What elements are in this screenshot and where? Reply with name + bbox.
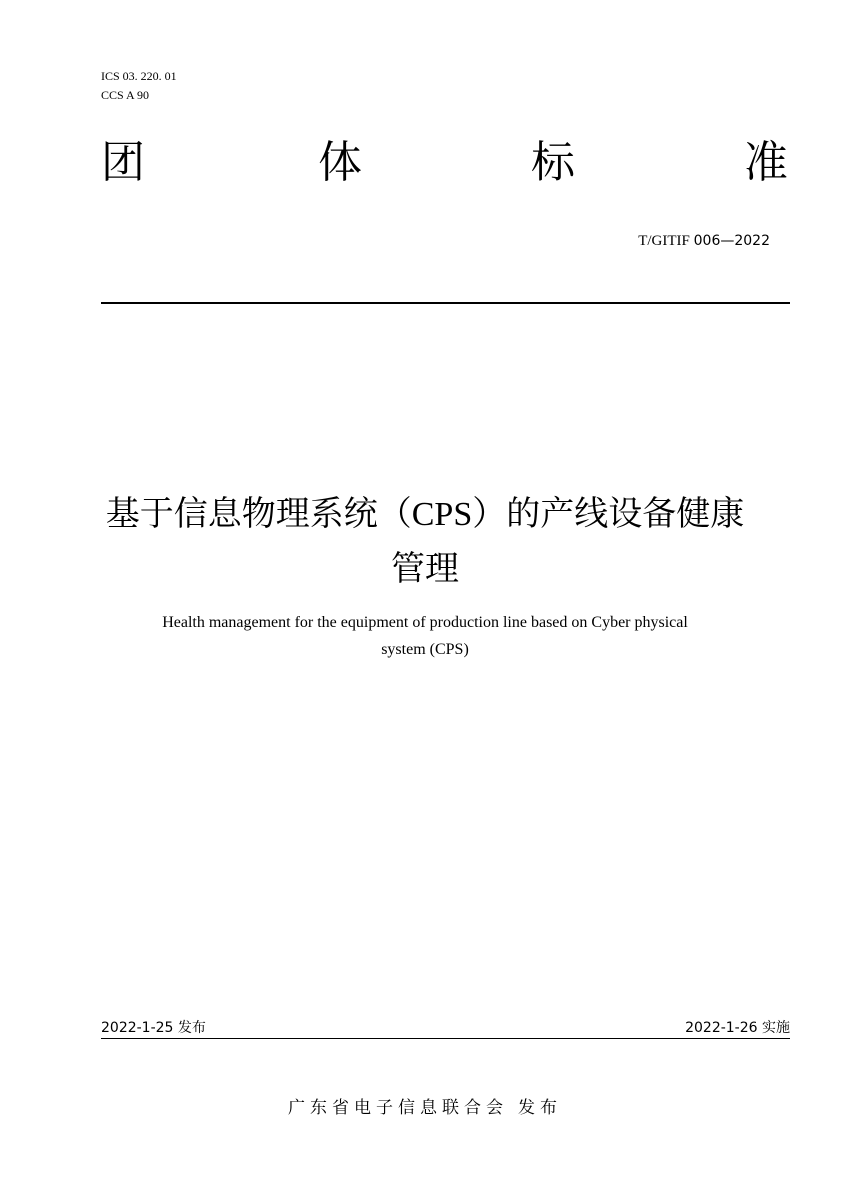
english-title-line-1: Health management for the equipment of production line based on Cyber physical	[162, 614, 688, 631]
implement-date: 2022-1-26 实施	[685, 1020, 790, 1036]
standard-type-char-2: 体	[318, 137, 362, 188]
english-title	[0, 609, 850, 663]
chinese-title	[0, 487, 850, 596]
chinese-title-line-2: 管理	[391, 549, 459, 589]
chinese-title-part-2: ）的产线设备健康	[472, 494, 745, 534]
ics-code: ICS 03. 220. 01	[101, 69, 177, 83]
chinese-title-cps: CPS	[411, 496, 473, 533]
standard-type-char-4: 准	[744, 137, 788, 188]
standard-number-value: 006—2022	[693, 233, 770, 249]
chinese-title-part-1: 基于信息物理系统（	[105, 494, 412, 534]
standard-number	[638, 230, 770, 252]
standard-type-char-1: 团	[101, 137, 145, 188]
standard-number-prefix: T/GITIF	[638, 233, 694, 249]
english-title-line-2: system (CPS)	[381, 641, 469, 658]
ccs-code: CCS A 90	[101, 88, 150, 102]
header-divider	[101, 302, 790, 304]
classification-block	[101, 67, 177, 105]
publisher-name: 广东省电子信息联合会	[288, 1098, 508, 1118]
date-row	[101, 1019, 790, 1039]
publisher-line	[0, 1096, 850, 1120]
chinese-title-line-1	[0, 487, 850, 542]
standard-type-char-3: 标	[531, 137, 575, 188]
footer-divider	[101, 1038, 790, 1039]
release-date: 2022-1-25 发布	[101, 1020, 206, 1036]
publisher-action: 发布	[518, 1098, 562, 1118]
